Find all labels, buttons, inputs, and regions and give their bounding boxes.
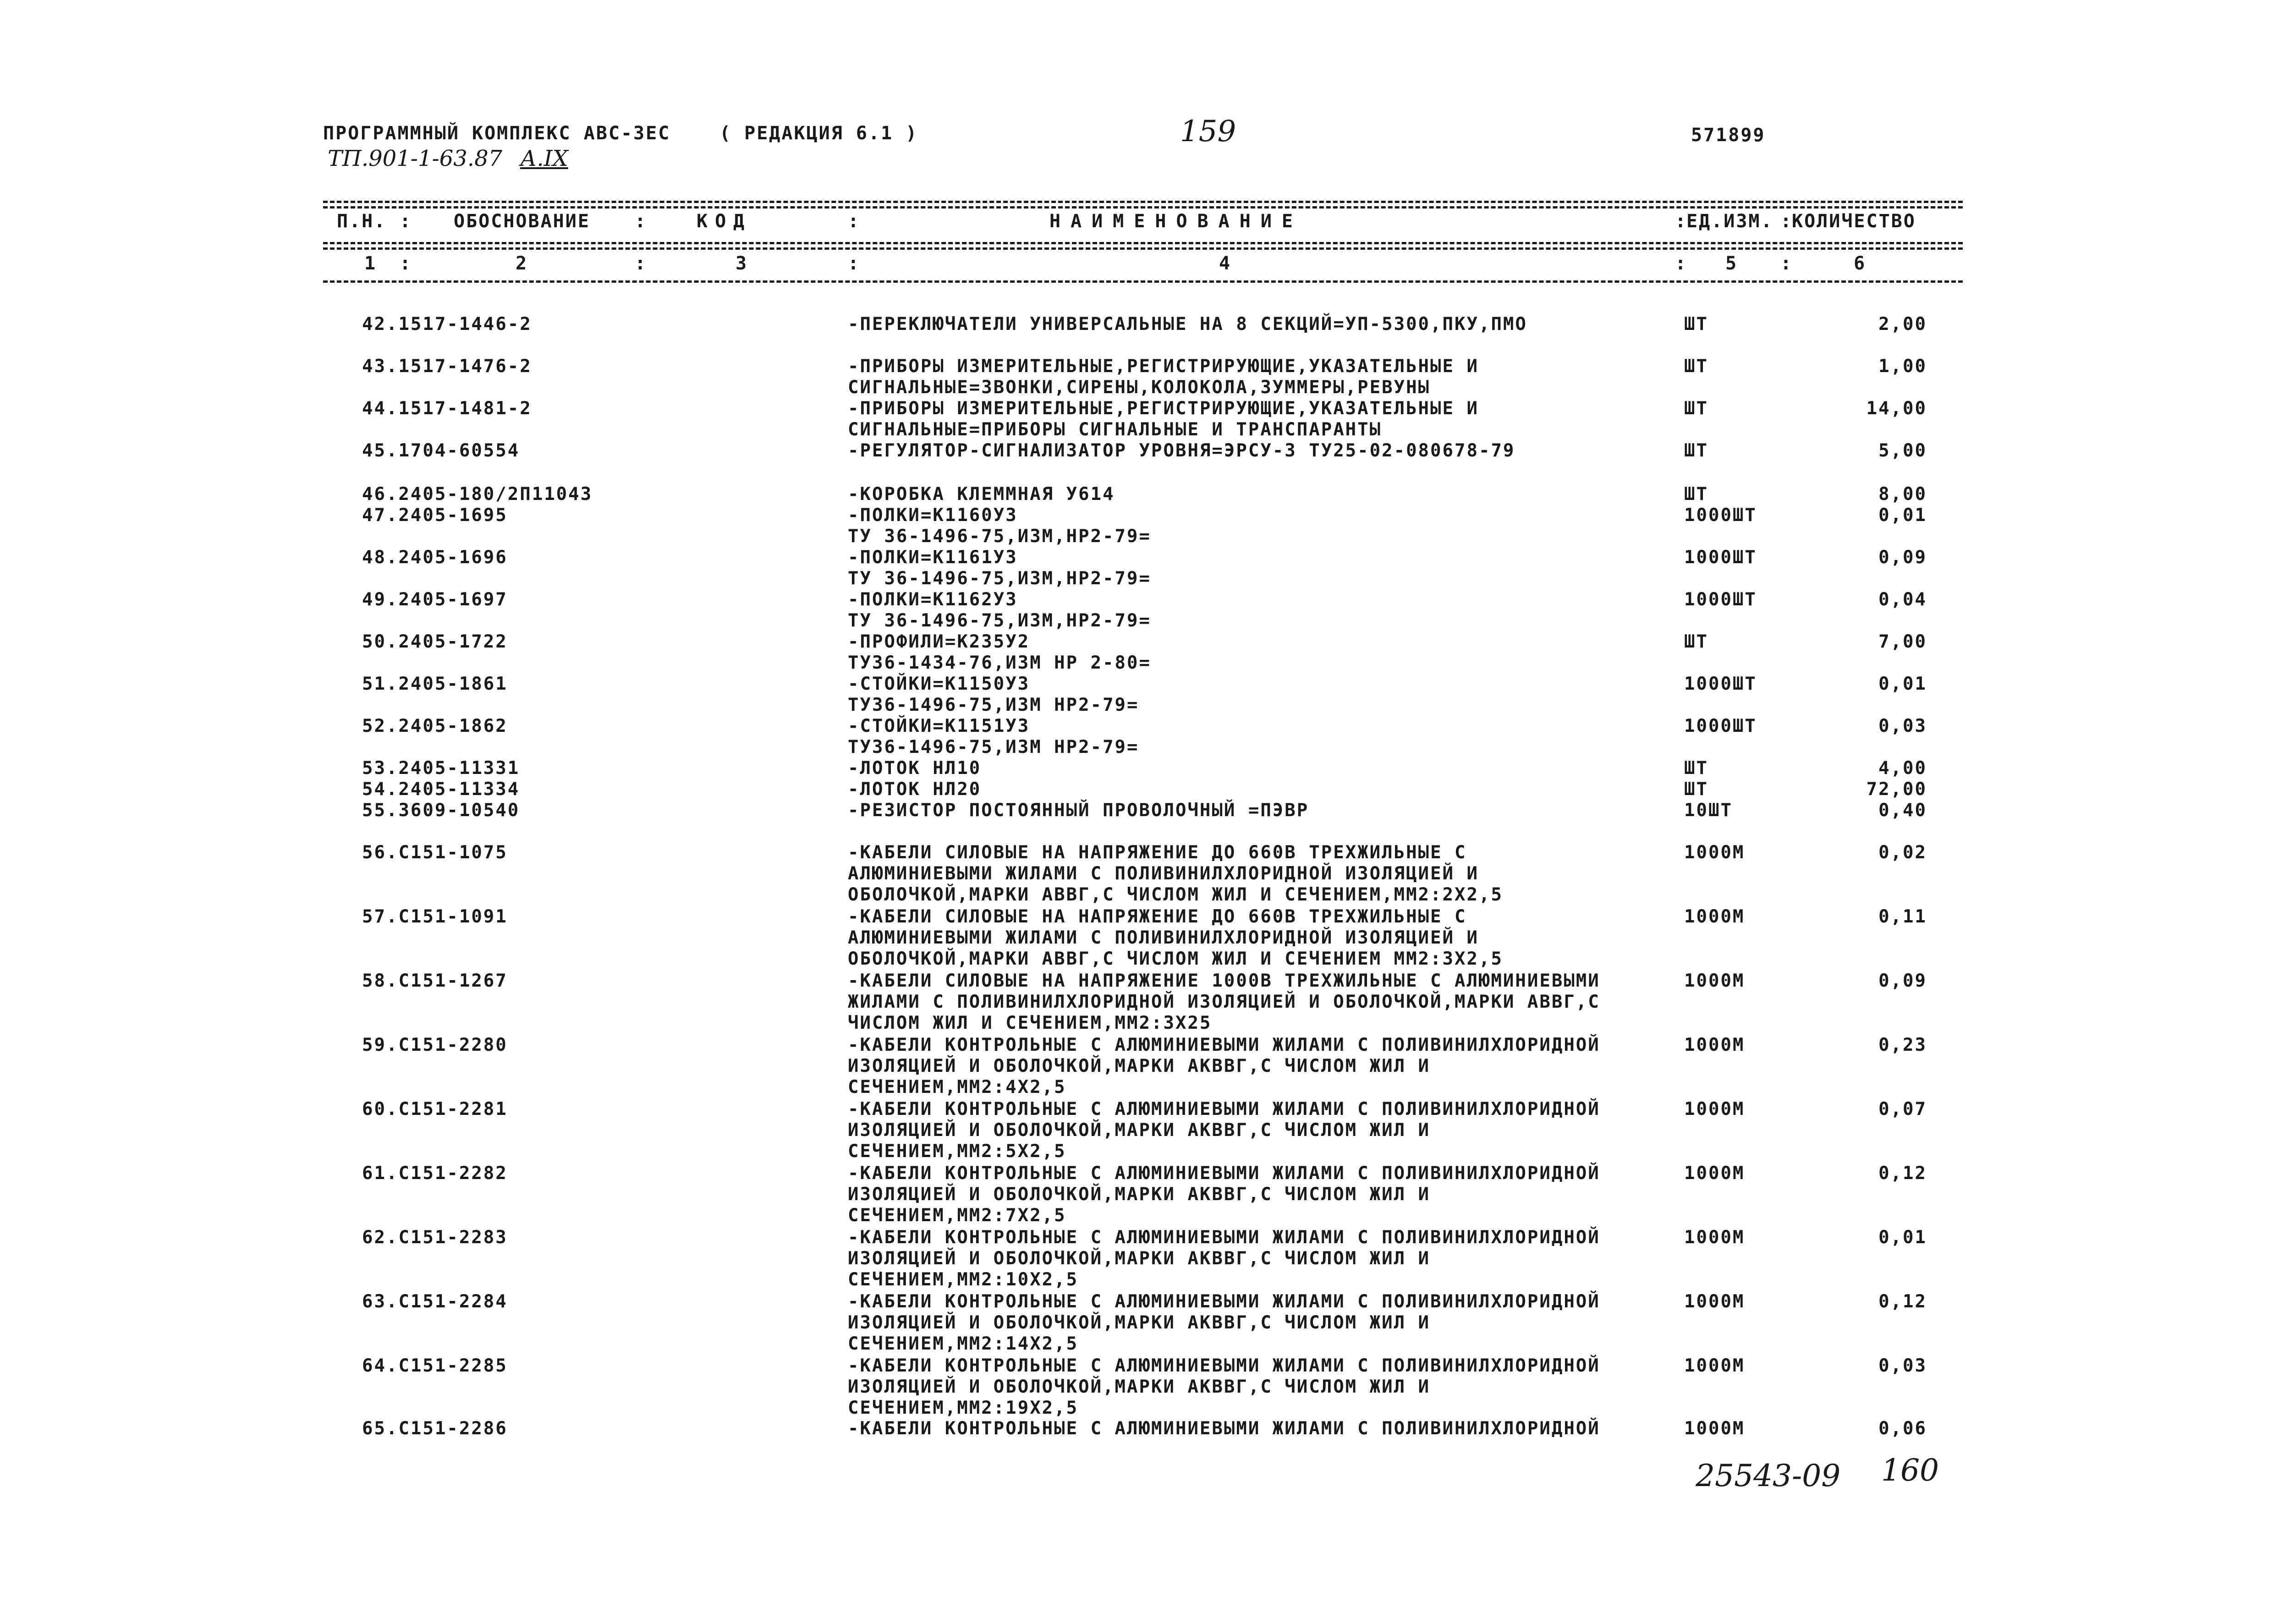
- row-quantity: 4,00: [1878, 758, 1927, 779]
- row-quantity: 0,02: [1878, 842, 1927, 863]
- row-position-code: 55.3609-10540: [362, 800, 520, 821]
- row-name-line: СЕЧЕНИЕМ,ММ2:5Х2,5: [848, 1141, 1066, 1162]
- row-quantity: 7,00: [1878, 631, 1927, 652]
- row-name-line: ТУ36-1434-76,ИЗМ НР 2-80=: [848, 653, 1151, 673]
- row-quantity: 0,01: [1878, 1227, 1927, 1248]
- row-quantity: 0,01: [1878, 505, 1927, 526]
- row-position-code: 56.С151-1075: [362, 842, 508, 863]
- row-unit: 1000М: [1684, 1099, 1745, 1119]
- row-quantity: 14,00: [1866, 398, 1927, 419]
- row-quantity: 0,04: [1878, 589, 1927, 610]
- row-name: [848, 800, 1309, 821]
- row-name-line: -КАБЕЛИ КОНТРОЛЬНЫЕ С АЛЮМИНИЕВЫМИ ЖИЛАМИ С ПОЛИВИНИЛХЛОРИДНОЙ: [848, 1355, 1600, 1376]
- row-unit: 1000М: [1684, 1163, 1745, 1184]
- row-name-line: -КАБЕЛИ КОНТРОЛЬНЫЕ С АЛЮМИНИЕВЫМИ ЖИЛАМИ С ПОЛИВИНИЛХЛОРИДНОЙ: [848, 1099, 1600, 1119]
- row-position-code: 43.1517-1476-2: [362, 356, 532, 377]
- row-quantity: 2,00: [1878, 314, 1927, 335]
- row-position-code: 58.С151-1267: [362, 971, 508, 991]
- row-name-line: ИЗОЛЯЦИЕЙ И ОБОЛОЧКОЙ,МАРКИ АКВВГ,С ЧИСЛОМ ЖИЛ И: [848, 1184, 1431, 1205]
- table-rule-bottom: [323, 280, 1963, 283]
- row-quantity: 0,12: [1878, 1291, 1927, 1312]
- row-position-code: 61.С151-2282: [362, 1163, 508, 1184]
- program-title: ПРОГРАММНЫЙ КОМПЛЕКС АВС-3ЕС: [323, 123, 671, 144]
- row-name: [848, 589, 1151, 631]
- row-quantity: 0,11: [1878, 906, 1927, 927]
- row-name: [848, 716, 1139, 758]
- row-unit: ШТ: [1684, 314, 1708, 335]
- row-quantity: 0,23: [1878, 1035, 1927, 1055]
- row-name-line: ЧИСЛОМ ЖИЛ И СЕЧЕНИЕМ,ММ2:3Х25: [848, 1013, 1212, 1033]
- row-name-line: -ПЕРЕКЛЮЧАТЕЛИ УНИВЕРСАЛЬНЫЕ НА 8 СЕКЦИЙ=УП-5300,ПКУ,ПМО: [848, 314, 1527, 335]
- row-position-code: 48.2405-1696: [362, 547, 508, 568]
- row-unit: ШТ: [1684, 356, 1708, 377]
- row-name: [848, 1291, 1600, 1355]
- row-unit: 1000М: [1684, 971, 1745, 991]
- row-name: [848, 1035, 1600, 1098]
- row-name-line: СЕЧЕНИЕМ,ММ2:4Х2,5: [848, 1077, 1066, 1097]
- row-name-line: -КАБЕЛИ КОНТРОЛЬНЫЕ С АЛЮМИНИЕВЫМИ ЖИЛАМИ С ПОЛИВИНИЛХЛОРИДНОЙ: [848, 1163, 1600, 1184]
- row-unit: 1000М: [1684, 1227, 1745, 1248]
- row-name: [848, 1418, 1600, 1439]
- row-name: [848, 440, 1515, 461]
- row-quantity: 5,00: [1878, 440, 1927, 461]
- row-quantity: 0,06: [1878, 1418, 1927, 1439]
- row-name: [848, 547, 1151, 589]
- row-position-code: 60.С151-2281: [362, 1099, 508, 1119]
- table-rule-top-2: [323, 206, 1963, 208]
- row-name-line: ИЗОЛЯЦИЕЙ И ОБОЛОЧКОЙ,МАРКИ АКВВГ,С ЧИСЛОМ ЖИЛ И: [848, 1377, 1431, 1397]
- row-name-line: -КАБЕЛИ КОНТРОЛЬНЫЕ С АЛЮМИНИЕВЫМИ ЖИЛАМИ С ПОЛИВИНИЛХЛОРИДНОЙ: [848, 1291, 1600, 1312]
- row-name-line: -ПОЛКИ=К1162У3: [848, 589, 1018, 610]
- col-num-1: 1: [364, 253, 377, 274]
- row-name-line: СЕЧЕНИЕМ,ММ2:14Х2,5: [848, 1333, 1079, 1354]
- row-name-line: ТУ36-1496-75,ИЗМ НР2-79=: [848, 695, 1139, 715]
- row-unit: 1000М: [1684, 1035, 1745, 1055]
- edition-label: ( РЕДАКЦИЯ 6.1 ): [719, 123, 918, 144]
- page-number-handwritten: 159: [1180, 115, 1236, 148]
- row-quantity: 0,03: [1878, 1355, 1927, 1376]
- row-unit: 10ШТ: [1684, 800, 1733, 821]
- row-name-line: -СТОЙКИ=К1150У3: [848, 674, 1030, 694]
- row-name: [848, 842, 1503, 905]
- row-unit: 1000ШТ: [1684, 505, 1757, 526]
- row-quantity: 8,00: [1878, 484, 1927, 505]
- col-header-qty: КОЛИЧЕСТВО: [1792, 211, 1916, 232]
- table-rule-top: [323, 201, 1963, 203]
- row-name: [848, 779, 981, 800]
- row-name-line: -ПРИБОРЫ ИЗМЕРИТЕЛЬНЫЕ,РЕГИСТРИРУЮЩИЕ,УКАЗАТЕЛЬНЫЕ И: [848, 398, 1479, 419]
- row-unit: ШТ: [1684, 779, 1708, 800]
- row-name-line: -ПРИБОРЫ ИЗМЕРИТЕЛЬНЫЕ,РЕГИСТРИРУЮЩИЕ,УКАЗАТЕЛЬНЫЕ И: [848, 356, 1479, 377]
- col-header-unit: ЕД.ИЗМ.: [1686, 211, 1773, 232]
- row-name-line: -КОРОБКА КЛЕММНАЯ У614: [848, 484, 1115, 505]
- row-name-line: АЛЮМИНИЕВЫМИ ЖИЛАМИ С ПОЛИВИНИЛХЛОРИДНОЙ ИЗОЛЯЦИЕЙ И: [848, 863, 1479, 884]
- row-name-line: ЖИЛАМИ С ПОЛИВИНИЛХЛОРИДНОЙ ИЗОЛЯЦИЕЙ И ОБОЛОЧКОЙ,МАРКИ АВВГ,С: [848, 992, 1600, 1012]
- row-name-line: ИЗОЛЯЦИЕЙ И ОБОЛОЧКОЙ,МАРКИ АКВВГ,С ЧИСЛОМ ЖИЛ И: [848, 1248, 1431, 1269]
- row-unit: 1000М: [1684, 1355, 1745, 1376]
- project-number-handwritten: ТП.901-1-63.87: [328, 146, 503, 171]
- row-name: [848, 356, 1479, 398]
- row-name-line: -КАБЕЛИ КОНТРОЛЬНЫЕ С АЛЮМИНИЕВЫМИ ЖИЛАМИ С ПОЛИВИНИЛХЛОРИДНОЙ: [848, 1227, 1600, 1248]
- row-unit: 1000ШТ: [1684, 716, 1757, 736]
- row-name-line: ИЗОЛЯЦИЕЙ И ОБОЛОЧКОЙ,МАРКИ АКВВГ,С ЧИСЛОМ ЖИЛ И: [848, 1120, 1431, 1141]
- row-name-line: СИГНАЛЬНЫЕ=ЗВОНКИ,СИРЕНЫ,КОЛОКОЛА,ЗУММЕРЫ,РЕВУНЫ: [848, 377, 1431, 398]
- row-quantity: 0,01: [1878, 674, 1927, 694]
- row-name-line: ТУ36-1496-75,ИЗМ НР2-79=: [848, 737, 1139, 757]
- row-name: [848, 484, 1115, 505]
- row-unit: 1000М: [1684, 1418, 1745, 1439]
- row-name-line: ОБОЛОЧКОЙ,МАРКИ АВВГ,С ЧИСЛОМ ЖИЛ И СЕЧЕНИЕМ ММ2:3Х2,5: [848, 949, 1503, 969]
- col-num-5: 5: [1725, 253, 1738, 274]
- row-position-code: 51.2405-1861: [362, 674, 508, 694]
- row-name-line: ТУ 36-1496-75,ИЗМ,НР2-79=: [848, 526, 1151, 547]
- row-name-line: -КАБЕЛИ СИЛОВЫЕ НА НАПРЯЖЕНИЕ ДО 660В ТРЕХЖИЛЬНЫЕ С: [848, 842, 1467, 863]
- row-quantity: 0,07: [1878, 1099, 1927, 1119]
- row-name-line: -РЕГУЛЯТОР-СИГНАЛИЗАТОР УРОВНЯ=ЭРСУ-3 ТУ25-02-080678-79: [848, 440, 1515, 461]
- row-unit: ШТ: [1684, 440, 1708, 461]
- row-name-line: -КАБЕЛИ СИЛОВЫЕ НА НАПРЯЖЕНИЕ 1000В ТРЕХЖИЛЬНЫЕ С АЛЮМИНИЕВЫМИ: [848, 971, 1600, 991]
- row-unit: ШТ: [1684, 758, 1708, 779]
- row-name: [848, 674, 1139, 716]
- row-position-code: 62.С151-2283: [362, 1227, 508, 1248]
- row-position-code: 57.С151-1091: [362, 906, 508, 927]
- row-name: [848, 1099, 1600, 1162]
- row-unit: 1000ШТ: [1684, 547, 1757, 568]
- row-name: [848, 505, 1151, 547]
- row-name-line: СЕЧЕНИЕМ,ММ2:10Х2,5: [848, 1269, 1079, 1290]
- row-name-line: -РЕЗИСТОР ПОСТОЯННЫЙ ПРОВОЛОЧНЫЙ =ПЭВР: [848, 800, 1309, 821]
- row-name-line: -ПОЛКИ=К1161У3: [848, 547, 1018, 568]
- row-unit: 1000М: [1684, 842, 1745, 863]
- row-quantity: 72,00: [1866, 779, 1927, 800]
- row-name-line: -КАБЕЛИ СИЛОВЫЕ НА НАПРЯЖЕНИЕ ДО 660В ТРЕХЖИЛЬНЫЕ С: [848, 906, 1467, 927]
- row-unit: ШТ: [1684, 398, 1708, 419]
- col-num-6: 6: [1854, 253, 1867, 274]
- row-name-line: АЛЮМИНИЕВЫМИ ЖИЛАМИ С ПОЛИВИНИЛХЛОРИДНОЙ ИЗОЛЯЦИЕЙ И: [848, 927, 1479, 948]
- row-name: [848, 314, 1527, 335]
- row-name-line: -КАБЕЛИ КОНТРОЛЬНЫЕ С АЛЮМИНИЕВЫМИ ЖИЛАМИ С ПОЛИВИНИЛХЛОРИДНОЙ: [848, 1418, 1600, 1439]
- row-name: [848, 398, 1479, 440]
- row-quantity: 0,12: [1878, 1163, 1927, 1184]
- album-handwritten: А.IX: [520, 146, 568, 171]
- row-name-line: СИГНАЛЬНЫЕ=ПРИБОРЫ СИГНАЛЬНЫЕ И ТРАНСПАРАНТЫ: [848, 419, 1382, 440]
- row-position-code: 47.2405-1695: [362, 505, 508, 526]
- col-num-4: 4: [1219, 253, 1232, 274]
- row-name-line: ИЗОЛЯЦИЕЙ И ОБОЛОЧКОЙ,МАРКИ АКВВГ,С ЧИСЛОМ ЖИЛ И: [848, 1056, 1431, 1076]
- row-name: [848, 906, 1503, 970]
- row-name-line: СЕЧЕНИЕМ,ММ2:19Х2,5: [848, 1398, 1079, 1418]
- next-page-handwritten: 160: [1881, 1453, 1939, 1488]
- row-position-code: 65.С151-2286: [362, 1418, 508, 1439]
- row-position-code: 52.2405-1862: [362, 716, 508, 736]
- row-quantity: 0,09: [1878, 971, 1927, 991]
- row-position-code: 46.2405-180/2П11043: [362, 484, 593, 505]
- row-name-line: СЕЧЕНИЕМ,ММ2:7Х2,5: [848, 1205, 1066, 1226]
- col-header-basis: ОБОСНОВАНИЕ: [454, 211, 590, 232]
- row-position-code: 44.1517-1481-2: [362, 398, 532, 419]
- row-name: [848, 758, 981, 779]
- col-header-name: НАИМЕНОВАНИЕ: [1049, 211, 1303, 232]
- stamp-number-handwritten: 25543-09: [1696, 1458, 1841, 1493]
- table-rule-mid: [323, 242, 1963, 244]
- row-name-line: -ПОЛКИ=К1160У3: [848, 505, 1018, 526]
- row-position-code: 64.С151-2285: [362, 1355, 508, 1376]
- col-num-3: 3: [736, 253, 748, 274]
- row-name: [848, 631, 1151, 674]
- row-name-line: -КАБЕЛИ КОНТРОЛЬНЫЕ С АЛЮМИНИЕВЫМИ ЖИЛАМИ С ПОЛИВИНИЛХЛОРИДНОЙ: [848, 1035, 1600, 1055]
- row-position-code: 53.2405-11331: [362, 758, 520, 779]
- row-position-code: 63.С151-2284: [362, 1291, 508, 1312]
- row-unit: ШТ: [1684, 631, 1708, 652]
- row-name: [848, 1227, 1600, 1290]
- row-unit: ШТ: [1684, 484, 1708, 505]
- row-name-line: -ЛОТОК НЛ10: [848, 758, 982, 779]
- row-position-code: 50.2405-1722: [362, 631, 508, 652]
- row-quantity: 0,09: [1878, 547, 1927, 568]
- row-name-line: -ЛОТОК НЛ20: [848, 779, 982, 800]
- row-name: [848, 971, 1600, 1034]
- row-quantity: 0,03: [1878, 716, 1927, 736]
- col-header-code: КОД: [697, 211, 752, 232]
- row-unit: 1000М: [1684, 906, 1745, 927]
- row-position-code: 49.2405-1697: [362, 589, 508, 610]
- col-header-pn: П.Н.: [337, 211, 387, 232]
- row-name: [848, 1163, 1600, 1226]
- row-name-line: -СТОЙКИ=К1151У3: [848, 716, 1030, 736]
- row-name-line: -ПРОФИЛИ=К235У2: [848, 631, 1030, 652]
- row-position-code: 59.С151-2280: [362, 1035, 508, 1055]
- row-unit: 1000ШТ: [1684, 589, 1757, 610]
- document-code: 571899: [1691, 125, 1766, 146]
- row-name-line: ТУ 36-1496-75,ИЗМ,НР2-79=: [848, 568, 1151, 589]
- row-quantity: 1,00: [1878, 356, 1927, 377]
- row-name-line: ОБОЛОЧКОЙ,МАРКИ АВВГ,С ЧИСЛОМ ЖИЛ И СЕЧЕНИЕМ,ММ2:2Х2,5: [848, 884, 1503, 905]
- row-position-code: 45.1704-60554: [362, 440, 520, 461]
- row-name-line: ИЗОЛЯЦИЕЙ И ОБОЛОЧКОЙ,МАРКИ АКВВГ,С ЧИСЛОМ ЖИЛ И: [848, 1312, 1431, 1333]
- row-position-code: 54.2405-11334: [362, 779, 520, 800]
- col-num-2: 2: [516, 253, 528, 274]
- row-position-code: 42.1517-1446-2: [362, 314, 532, 335]
- row-quantity: 0,40: [1878, 800, 1927, 821]
- row-unit: 1000М: [1684, 1291, 1745, 1312]
- row-name: [848, 1355, 1600, 1419]
- table-rule-mid-2: [323, 247, 1963, 250]
- row-name-line: ТУ 36-1496-75,ИЗМ,НР2-79=: [848, 610, 1151, 631]
- row-unit: 1000ШТ: [1684, 674, 1757, 694]
